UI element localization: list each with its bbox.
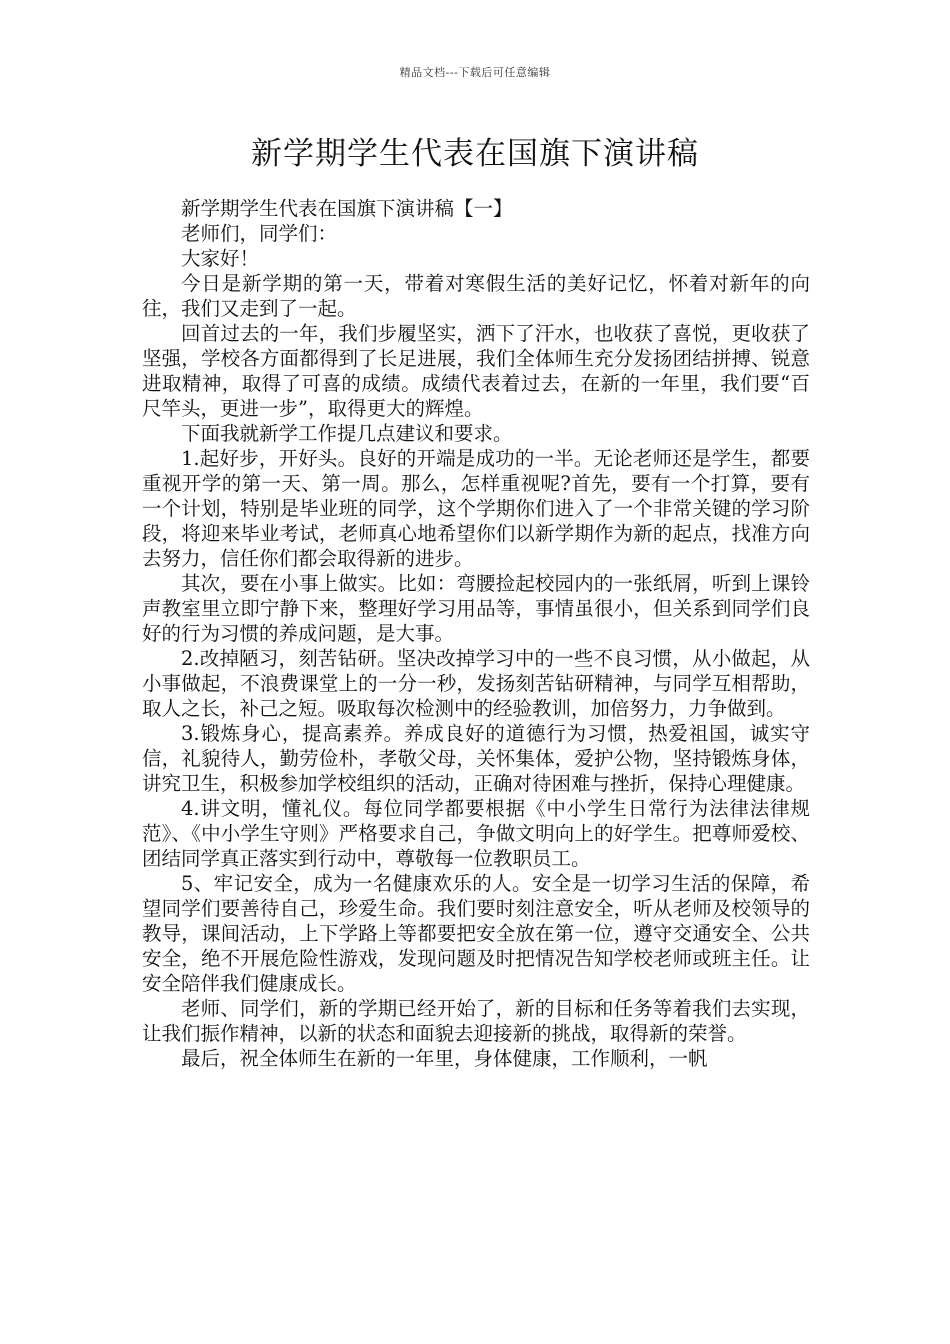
salutation: 老师们，同学们：: [181, 222, 338, 245]
paragraph: 最后，祝全体师生在新的一年里，身体健康，工作顺利，一帆: [181, 1047, 708, 1070]
paragraph: 4.讲文明，懂礼仪。每位同学都要根据《中小学生日常行为法律法律规范》、《中小学生守则》严格要求自己，争做文明向上的好学生。把尊师爱校、团结同学真正落实到行动中，尊敬每一位教职员工。: [142, 797, 810, 870]
paragraph: 下面我就新学工作提几点建议和要求。: [181, 422, 513, 445]
paragraph: 5、牢记安全，成为一名健康欢乐的人。安全是一切学习生活的保障，希望同学们要善待自己，珍爱生命。我们要时刻注意安全，听从老师及校领导的教导，课间活动，上下学路上等都要把安全放在第一位，遵守交通安全、公共安全，绝不开展危险性游戏，发现问题及时把情况告知学校老师或班主任。让安全陪伴我们健康成长。: [142, 872, 810, 995]
paragraph: 老师、同学们，新的学期已经开始了，新的目标和任务等着我们去实现，让我们振作精神，以新的状态和面貌去迎接新的挑战，取得新的荣誉。: [142, 997, 810, 1045]
paragraph: 2.改掉陋习，刻苦钻研。坚决改掉学习中的一些不良习惯，从小做起，从小事做起，不浪费课堂上的一分一秒，发扬刻苦钻研精神，与同学互相帮助，取人之长，补己之短。吸取每次检测中的经验教训，加倍努力，力争做到。: [142, 647, 810, 720]
paragraph: 3.锻炼身心，提高素养。养成良好的道德行为习惯，热爱祖国，诚实守信，礼貌待人，勤劳俭朴，孝敬父母，关怀集体，爱护公物，坚持锻炼身体，讲究卫生，积极参加学校组织的活动，正确对待困难与挫折，保持心理健康。: [142, 722, 810, 795]
page-header-note: 精品文档---下载后可任意编辑: [399, 66, 551, 79]
paragraph: 今日是新学期的第一天，带着对寒假生活的美好记忆，怀着对新年的向往，我们又走到了一起。: [142, 272, 810, 320]
paragraph: 回首过去的一年，我们步履坚实，洒下了汗水，也收获了喜悦，更收获了坚强，学校各方面都得到了长足进展，我们全体师生充分发扬团结拼搏、锐意进取精神，取得了可喜的成绩。成绩代表着过去，在新的一年里，我们要“百尺竿头，更进一步”，取得更大的辉煌。: [142, 322, 810, 420]
section-heading: 新学期学生代表在国旗下演讲稿【一】: [181, 197, 513, 220]
paragraph: 其次，要在小事上做实。比如：弯腰捡起校园内的一张纸屑，听到上课铃声教室里立即宁静下来，整理好学习用品等，事情虽很小，但关系到同学们良好的行为习惯的养成问题，是大事。: [142, 572, 810, 645]
document-title: 新学期学生代表在国旗下演讲稿: [251, 136, 699, 172]
document-body: [142, 196, 810, 1071]
paragraph: 1.起好步，开好头。良好的开端是成功的一半。无论老师还是学生，都要重视开学的第一天、第一周。那么，怎样重视呢?首先，要有一个打算，要有一个计划，特别是毕业班的同学，这个学期你们进入了一个非常关键的学习阶段，将迎来毕业考试，老师真心地希望你们以新学期作为新的起点，找准方向去努力，信任你们都会取得新的进步。: [142, 447, 810, 570]
greeting: 大家好！: [181, 247, 260, 270]
